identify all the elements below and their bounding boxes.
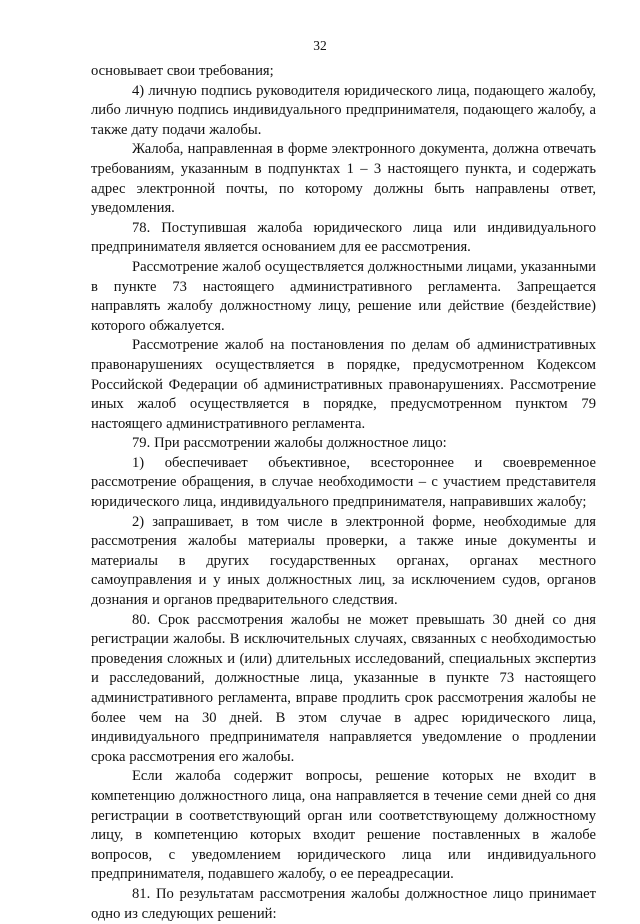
paragraph-clause-79-item-1: 1) обеспечивает объективное, всестороннее и своевременное рассмотрение обращения, в случае необходимости – с участием представителя юридического лица, индивидуального предпринимателя, направивших жалобу;: [91, 454, 596, 511]
paragraph-clause-79: 79. При рассмотрении жалобы должностное лицо:: [132, 435, 447, 452]
page-number: 32: [313, 38, 327, 53]
paragraph-administrative-offenses: Рассмотрение жалоб на постановления по делам об административных правонарушениях осуществляется в порядке, предусмотренном Кодексом Российской Федерации об административных правонарушениях. Рассмотрение иных жалоб осуществляется в порядке, предусмотренном пунктом 79 настоящего административного регламента.: [91, 337, 596, 432]
paragraph-clause-81: 81. По результатам рассмотрения жалобы должностное лицо принимает одно из следующих решений:: [91, 885, 596, 922]
paragraph-electronic-complaint: Жалоба, направленная в форме электронного документа, должна отвечать требованиям, указанным в подпунктах 1 – 3 настоящего пункта, и содержать адрес электронной почты, по которому должны быть направлены ответ, уведомления.: [91, 141, 596, 217]
paragraph-redirect-complaint: Если жалоба содержит вопросы, решение которых не входит в компетенцию должностного лица, она направляется в течение семи дней со дня регистрации в соответствующий орган или соответствующему должностному лицу, в компетенцию которых входит решение поставленных в жалобе вопросов, с уведомлением юридического лица или индивидуального предпринимателя, подавшего жалобу, о ее переадресации.: [91, 768, 596, 883]
paragraph-continuation: основывает свои требования;: [91, 63, 274, 79]
paragraph-item-4-signature: 4) личную подпись руководителя юридического лица, подающего жалобу, либо личную подпись индивидуального предпринимателя, подающего жалобу, а также дату подачи жалобы.: [91, 82, 596, 138]
paragraph-review-by-officials: Рассмотрение жалоб осуществляется должностными лицами, указанными в пункте 73 настоящего административного регламента. Запрещается направлять жалобу должностному лицу, решение или действие (бездействие) которого обжалуется.: [91, 258, 596, 334]
paragraph-clause-79-item-2: 2) запрашивает, в том числе в электронной форме, необходимые для рассмотрения жалобы материалы проверки, а также иные документы и материалы в других государственных органах, органах местного самоуправления и у иных должностных лиц, за исключением судов, органов дознания и органов предварительного следствия.: [91, 513, 596, 609]
paragraph-clause-78: 78. Поступившая жалоба юридического лица или индивидуального предпринимателя является основанием для ее рассмотрения.: [91, 219, 596, 256]
paragraph-clause-80: 80. Срок рассмотрения жалобы не может превышать 30 дней со дня регистрации жалобы. В исключительных случаях, связанных с необходимостью проведения сложных и (или) длительных исследований, специальных экспертиз и расследований, должностные лица, указанные в пункте 73 настоящего административного регламента, вправе продлить срок рассмотрения жалобы не более чем на 30 дней. В этом случае в адрес юридического лица, индивидуального предпринимателя направляется уведомление о продлении срока рассмотрения его жалобы.: [91, 611, 596, 765]
document-body: [91, 62, 596, 924]
